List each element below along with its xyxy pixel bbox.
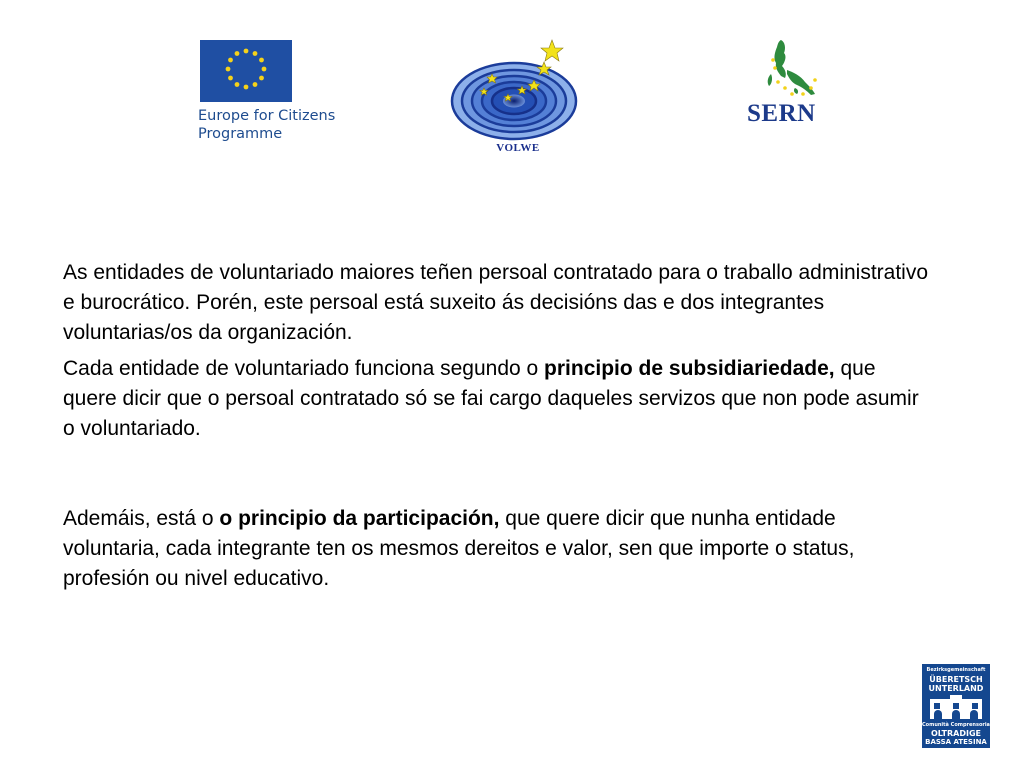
sern-logo	[745, 38, 835, 130]
bezirk-top-line1: ÜBERETSCH	[929, 675, 983, 684]
paragraph-participation	[63, 504, 933, 594]
sern-map-icon	[745, 38, 835, 98]
eu-stars-icon	[200, 40, 292, 102]
europe-for-citizens-logo	[198, 38, 348, 148]
para2-bold-term: principio de subsidiariedade,	[544, 357, 835, 380]
eu-logo-line1: Europe for Citizens	[198, 108, 336, 124]
eu-logo-line2: Programme	[198, 126, 283, 142]
para2-text-before: Cada entidade de voluntariado funciona segundo o	[63, 357, 545, 380]
para3-bold-term: o principio da participación,	[219, 507, 500, 530]
volwe-spiral-icon	[448, 36, 588, 141]
para2-text-after: que quere dicir que o persoal contratado só se fai cargo daqueles servizos que non pode asumir o voluntariado.	[63, 357, 919, 440]
bezirk-bottom-line2: BASSA ATESINA	[925, 738, 987, 746]
para3-text-before: Ademáis, está o	[63, 507, 220, 530]
para3-text-after: que quere dicir que nunha entidade voluntaria, cada integrante ten os mesmos dereitos e valor, sen que importe o status, profesión ou nivel educativo.	[63, 507, 855, 590]
building-icon	[928, 695, 984, 719]
bezirk-bottom-small: Comunità Comprensoriale	[922, 722, 996, 728]
paragraph-staff: As entidades de voluntariado maiores teñen persoal contratado para o traballo administrativo e burocrático. Porén, este persoal está suxeito ás decisións das e dos integrantes voluntarias/os da organización.	[63, 261, 929, 344]
bezirksgemeinschaft-logo	[922, 664, 996, 748]
paragraph-subsidiarity	[63, 354, 933, 444]
bezirk-top-line2: UNTERLAND	[928, 684, 984, 693]
main-text	[63, 258, 933, 594]
volwe-logo	[448, 36, 588, 161]
sern-caption: SERN	[747, 100, 816, 127]
bezirk-top-small: Bezirksgemeinschaft	[926, 667, 986, 673]
bezirk-bottom-line1: OLTRADIGE	[930, 729, 982, 738]
eu-flag-icon	[200, 40, 292, 102]
volwe-caption: VOLWE	[496, 142, 540, 154]
